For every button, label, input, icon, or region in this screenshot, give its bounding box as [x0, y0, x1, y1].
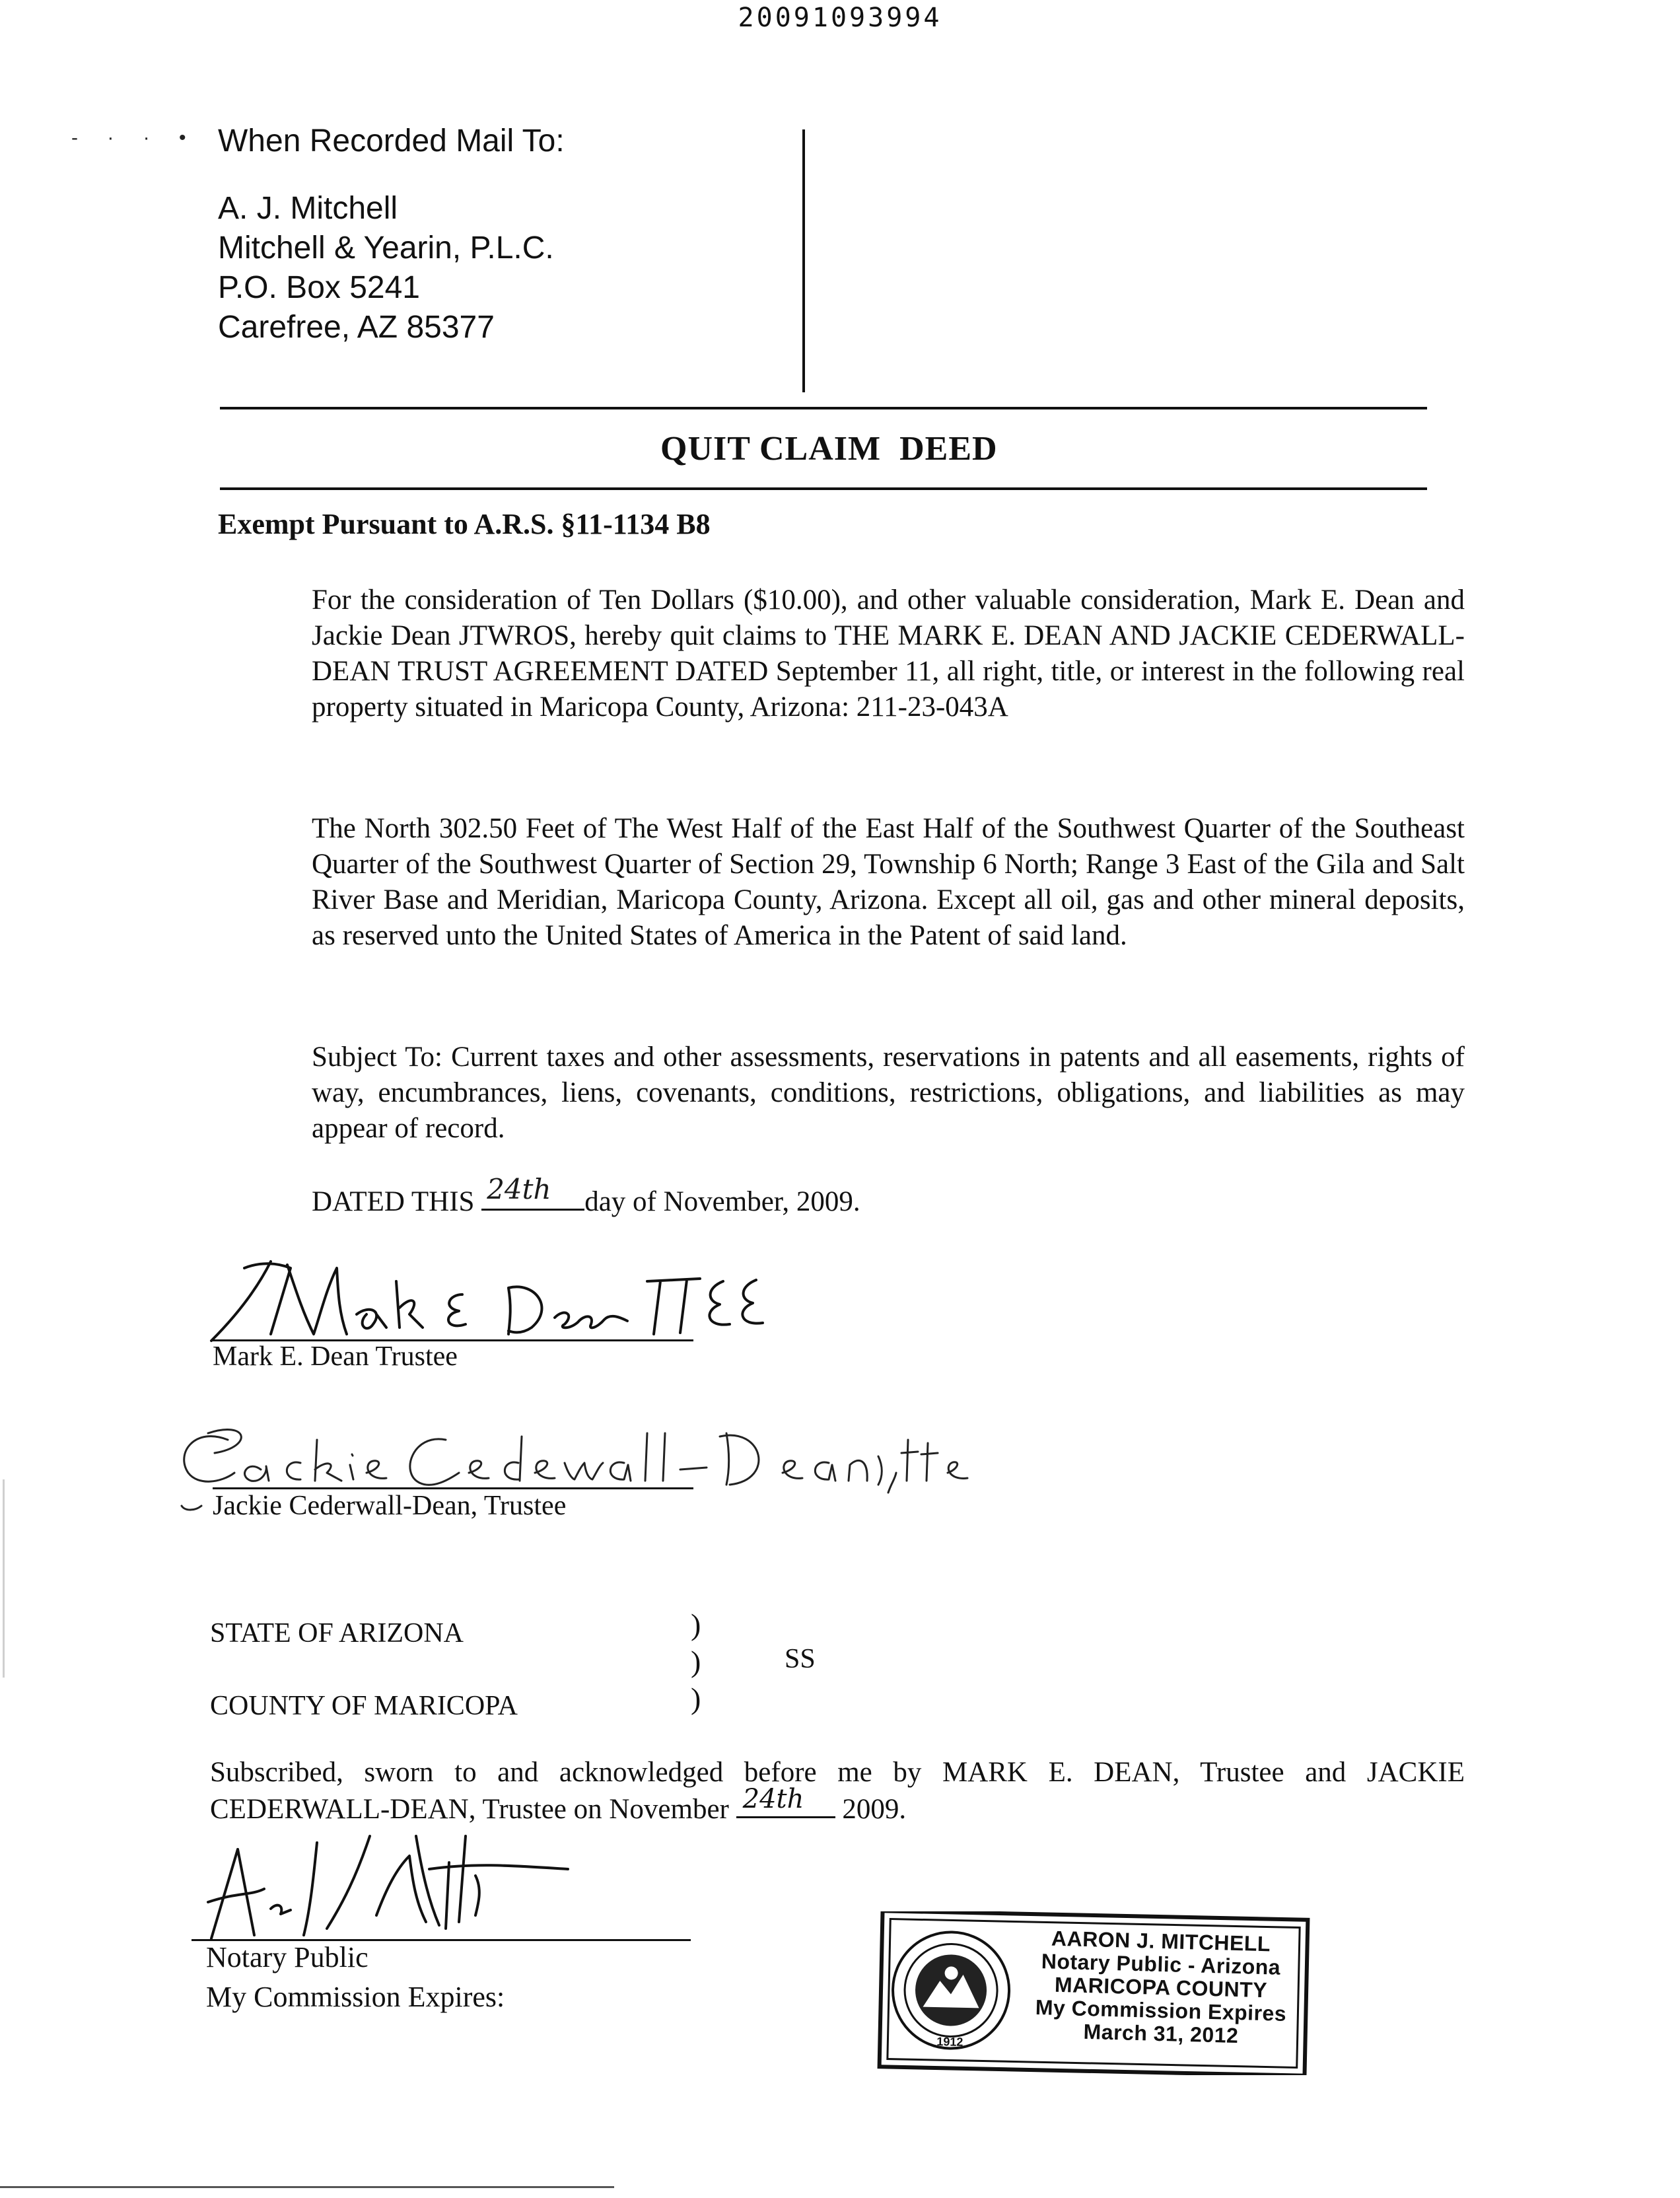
title-rule-top	[220, 407, 1427, 409]
seal-text	[1022, 1926, 1300, 2048]
dated-day-handwritten: 24th	[487, 1173, 551, 1205]
subject-to-paragraph: Subject To: Current taxes and other assessments, reservations in patents and all easements, rights of way, encumbrances, liens, covenants, conditions, restrictions, obligations, and liabilities as may appear of record.	[312, 1042, 1465, 1144]
recipient-city: Carefree, AZ 85377	[218, 310, 495, 345]
scan-margin-mark	[3, 1479, 5, 1678]
notary-seal-stamp	[877, 1911, 1310, 2075]
acknowledgment-paragraph	[210, 1754, 1472, 1828]
recording-number: 20091093994	[738, 3, 942, 33]
exemption-statement: Exempt Pursuant to A.R.S. §11-1134 B8	[218, 508, 711, 540]
scan-specks: - · · •	[71, 127, 198, 149]
recording-box-divider	[802, 129, 805, 392]
consideration-paragraph: For the consideration of Ten Dollars ($10.00), and other valuable consideration, Mark E. Dean and Jackie Dean JTWROS, hereby quit claims to THE MARK E. DEAN AND JACKIE CEDERWALL-DEAN TRUST AGREEMENT DATED September 11, all right, title, or interest in the following real property situated in Maricopa County, Arizona: 211-23-043A	[312, 585, 1465, 723]
arizona-state-seal-icon	[892, 1931, 1010, 2050]
seal-name: AARON J. MITCHELL	[1051, 1926, 1271, 1956]
seal-county: MARICOPA COUNTY	[1054, 1972, 1268, 2003]
seal-commission: My Commission Expires	[1035, 1995, 1287, 2026]
mail-to-heading: When Recorded Mail To:	[218, 124, 565, 159]
scan-bottom-line	[0, 2186, 614, 2188]
title-rule-bottom	[220, 487, 1427, 490]
signature-mark-dean	[198, 1242, 766, 1354]
venue-ss: SS	[785, 1644, 816, 1674]
legal-description-paragraph: The North 302.50 Feet of The West Half of the East Half of the Southwest Quarter of the Southeast Quarter of the Southwest Quarter of Section 29, Township 6 North; Range 3 East of the Gila and Salt River Base and Meridian, Maricopa County, Arizona. Except all oil, gas and other mineral deposits, as reserved unto the United States of America in the Patent of said land.	[312, 813, 1465, 951]
notary-label-block	[206, 1938, 505, 2017]
recipient-name: A. J. Mitchell	[218, 191, 398, 226]
signer-1-label: Mark E. Dean Trustee	[213, 1341, 458, 1372]
venue-state: STATE OF ARIZONA	[210, 1618, 464, 1648]
ack-day-handwritten: 24th	[742, 1784, 804, 1814]
dated-line	[312, 1173, 860, 1218]
mail-to-block	[218, 122, 565, 347]
dated-suffix: day of November, 2009.	[584, 1186, 860, 1217]
notary-public-label: Notary Public	[206, 1941, 368, 1973]
recipient-po-box: P.O. Box 5241	[218, 270, 420, 305]
dated-day-field	[481, 1173, 584, 1211]
venue-block	[210, 1597, 518, 1742]
signature-line-2	[213, 1487, 693, 1489]
ack-day-field	[736, 1784, 835, 1818]
seal-title: Notary Public - Arizona	[1041, 1949, 1281, 1979]
ack-year: 2009.	[835, 1794, 907, 1825]
recipient-firm: Mitchell & Yearin, P.L.C.	[218, 230, 554, 266]
seal-expiry: March 31, 2012	[1083, 2019, 1239, 2048]
venue-parentheses: ) ) )	[691, 1608, 701, 1715]
seal-emblem-year: 1912	[936, 2035, 963, 2049]
dated-prefix: DATED THIS	[312, 1186, 482, 1217]
commission-expires-label: My Commission Expires:	[206, 1981, 505, 2013]
ack-text: Subscribed, sworn to and acknowledged before me by MARK E. DEAN, Trustee and JACKIE CEDERWALL-DEAN, Trustee on November	[210, 1757, 1472, 1825]
venue-county: COUNTY OF MARICOPA	[210, 1691, 518, 1721]
signer-2-label: Jackie Cederwall-Dean, Trustee	[213, 1491, 567, 1521]
notary-signature	[198, 1823, 621, 1948]
deed-title: QUIT CLAIM DEED	[660, 430, 998, 468]
